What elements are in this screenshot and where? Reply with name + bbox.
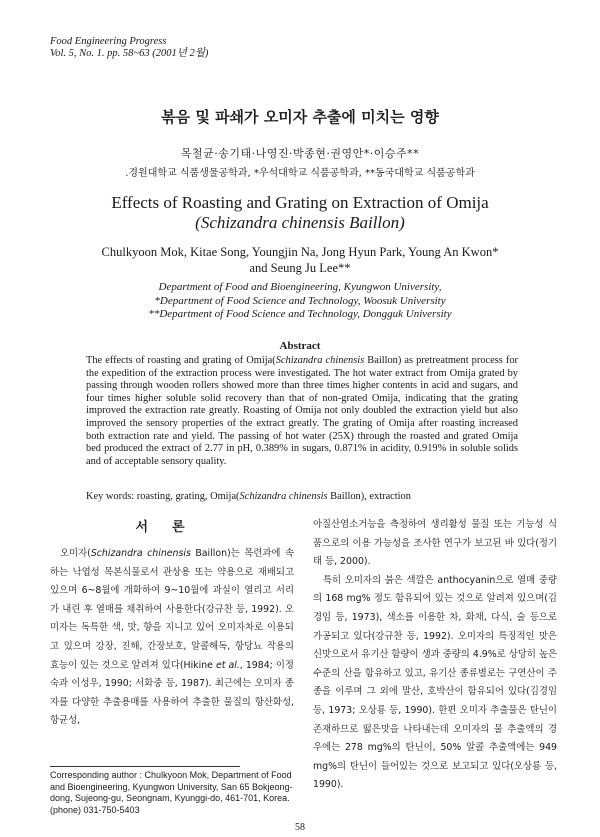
abstract-heading: Abstract: [279, 340, 321, 352]
abstract-text: [86, 355, 518, 468]
body-right-paragraph-2: 특히 오미자의 붉은 색깔은 anthocyanin으로 열매 중량의 168 mg% 정도 함유되어 있는 것으로 알려져 있으며(김경임 등, 1973), 색소를 이용한 차, 화채, 다식, 술 등으로 가공되고 있다(강규찬 등, 1992). 오미자의 특징적인 맛은 신맛으로서 유기산 함량이 생과 중량의 4.9%로 상당히 높은 수준의 산을 함유하고 있고, 유기산 종류별로는 구연산이 주종을 이루며 그 외에 말산, 호박산이 함유되어 있다(김경임 등, 1973; 오상룡 등, 1990). 한편 오미자 추출물은 탄닌이 존재하므로 떫은맛을 나타내는데 오미자의 물 추출액의 경우에는 278 mg%의 탄닌이, 50% 알콜 추출액에는 949 mg%의 탄닌이 들어있는 것으로 보고되고 있다(오상룡 등, 1990).: [313, 574, 557, 791]
body-left-species-name: Schizandra chinensis: [90, 548, 191, 559]
english-title: [0, 193, 600, 233]
journal-name: Food Engineering Progress: [50, 36, 167, 47]
body-left-part-2: Baillon)는 목련과에 속하는 낙엽성 목본식물로서 관상용 또는 약용으로 재배되고 있으며 6~8월에 개화하여 9~10월에 과실이 열리고 서리가 내린 후 열매를 채취하여 사용한다(강규찬 등, 1992). 오미자는 독특한 색, 맛, 향을 지니고 있어 오미자차로 이용되고 있으며 강장, 진해, 간장보호, 알콜해독, 항당뇨 작용의 효능이 있는 것으로 알려져 있다(Hikine: [50, 548, 294, 671]
keywords-part-2: Baillon), extraction: [327, 491, 411, 502]
korean-authors: 목철균·송기태·나영진·박종현·권영안*·이승주**: [180, 147, 420, 160]
body-left-etal: et al.: [215, 659, 240, 671]
abstract-species-name: Schizandra chinensis: [275, 355, 365, 366]
page-number: 58: [295, 822, 305, 833]
journal-volume: Vol. 5, No. 1. pp. 58~63 (2001년 2월): [50, 48, 209, 59]
english-affiliation-2: *Department of Food Science and Technology, Woosuk University: [154, 294, 446, 307]
keywords: [86, 491, 518, 502]
keywords-species-name: Schizandra chinensis: [239, 491, 328, 502]
english-authors: [0, 244, 600, 276]
korean-affiliations: .경원대학교 식품생물공학과, *우석대학교 식품공학과, **동국대학교 식품공학과: [125, 168, 475, 179]
abstract-text-part-1: The effects of roasting and grating of Omija(: [86, 355, 276, 366]
english-title-main: Effects of Roasting and Grating on Extraction of Omija: [111, 193, 489, 212]
keywords-part-1: Key words: roasting, grating, Omija(: [86, 491, 240, 502]
journal-header: [50, 36, 208, 60]
footnote-divider: [50, 766, 240, 767]
corresponding-author-footnote: Corresponding author : Chulkyoon Mok, Department of Food and Bioengineering, Kyungwon University, San 65 Bokjeong-dong, Sujeong-gu, Seongnam, Kyunggi-do, 461-701, Korea. (phone) 031-750-5403: [50, 770, 293, 815]
body-right-column: [313, 516, 557, 795]
abstract-text-part-2: Baillon) as pretreatment process for the expedition of the extraction process were investigated. The hot water extract from Omija grated by passing through wooden rollers showed more than three times higher contents in acid and sugars, and four times higher soluble solid recovery than that of non-grated Omija, indicating that the grating improved the extraction rate greatly. Roasting of Omija not only doubled the extraction yield but also improved the sensory properties of the extract greatly. The grating of Omija after roasting increased both extraction rate and yield. The passing of hot water (25X) through the roasted and grated Omija bed produced the extract of 2.77 in pH, 0.389% in sugars, 0.871% in acidity, 0.919% in soluble solids and of acceptable sensory quality.: [86, 355, 518, 467]
body-left-part-3: , 1984; 이정숙과 이성우, 1990; 서화중 등, 1987). 최근에는 오미자 종자를 다양한 추출용매를 사용하여 추출한 물질의 항산화성, 항균성,: [50, 659, 294, 727]
english-authors-line-2: and Seung Ju Lee**: [249, 261, 351, 275]
english-affiliations: [0, 281, 600, 322]
section-heading-introduction: 서론: [135, 520, 209, 535]
korean-title: 볶음 및 파쇄가 오미자 추출에 미치는 영향: [161, 108, 439, 126]
body-right-paragraph-1: 아질산염소거능을 측정하여 생리활성 물질 또는 기능성 식품으로의 이용 가능성을 조사한 연구가 보고된 바 있다(정기태 등, 2000).: [313, 519, 557, 568]
body-left-column: [50, 545, 294, 731]
english-affiliation-3: **Department of Food Science and Technology, Dongguk University: [148, 308, 452, 320]
english-title-species: (Schizandra chinensis Baillon): [195, 213, 405, 232]
english-authors-line-1: Chulkyoon Mok, Kitae Song, Youngjin Na, Jong Hyun Park, Young An Kwon*: [101, 245, 499, 259]
body-left-part-1: 오미자(: [60, 548, 91, 559]
english-affiliation-1: Department of Food and Bioengineering, Kyungwon University,: [158, 281, 442, 293]
